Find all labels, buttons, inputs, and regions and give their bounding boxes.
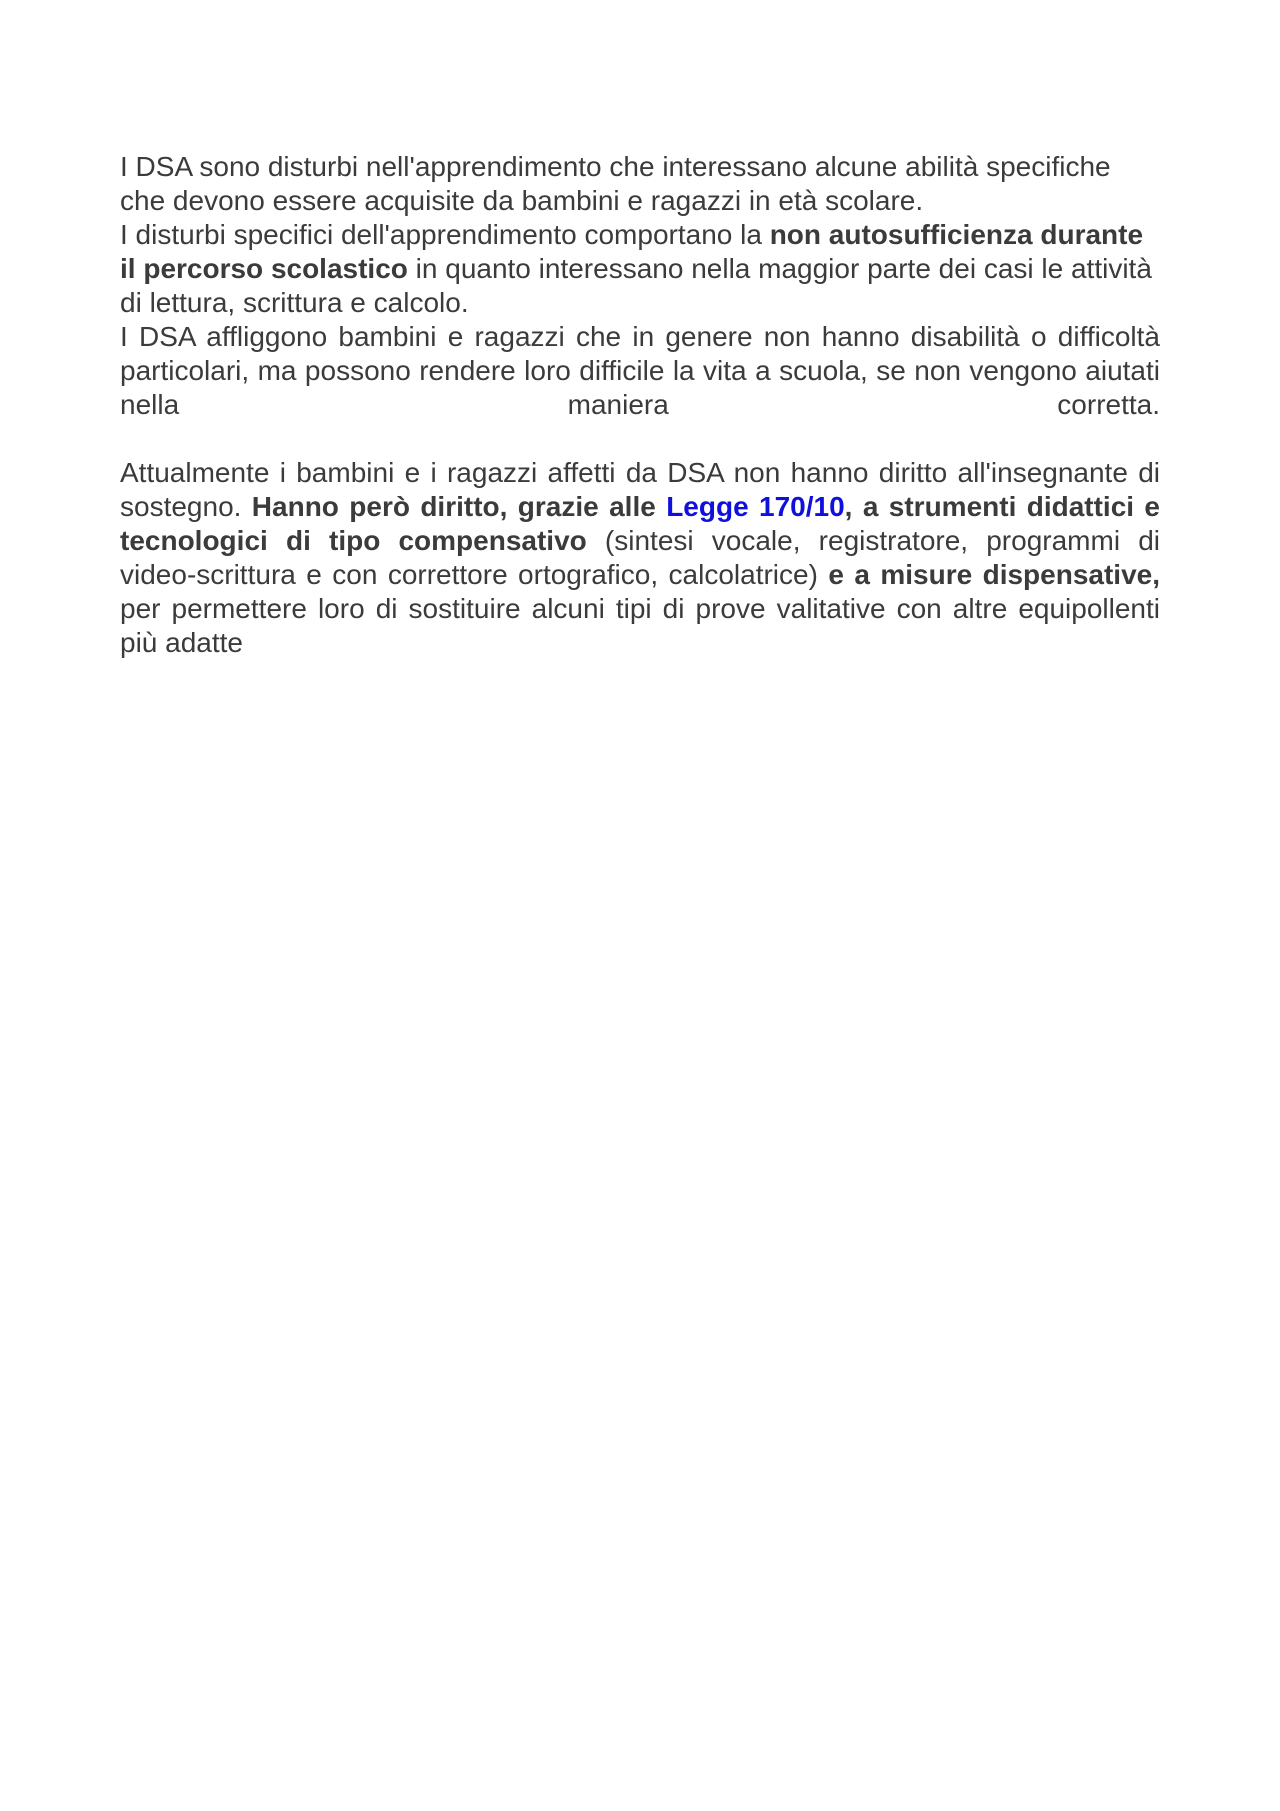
paragraph-disturbi-text-after: in quanto interessano nella maggior parte dei casi le attività di lettura, scrittura e calcolo. (120, 253, 1152, 318)
paragraph-intro-text: I DSA sono disturbi nell'apprendimento che interessano alcune abilità specifiche che devono essere acquisite da bambini e ragazzi in età scolare. (120, 151, 1111, 216)
document-body (120, 150, 1160, 660)
paragraph-intro (120, 150, 1160, 218)
paragraph-affliggono (120, 320, 1160, 422)
paragraph-attualmente (120, 456, 1160, 660)
paragraph-attualmente-bold-1: Hanno però diritto, grazie alle (251, 491, 667, 522)
paragraph-attualmente-text-3: per permettere loro di sostituire alcuni tipi di prove valitative con altre equipollenti più adatte (120, 593, 1160, 658)
legge-170-10-link[interactable]: Legge 170/10 (666, 491, 845, 522)
paragraph-affliggono-text: I DSA affliggono bambini e ragazzi che in genere non hanno disabilità o difficoltà particolari, ma possono rendere loro difficile la vita a scuola, se non vengono aiutati nella maniera corretta. (120, 321, 1160, 420)
paragraph-attualmente-bold-3: e a misure dispensative, (828, 559, 1160, 590)
paragraph-attualmente-text-2: (sintesi vocale, registratore, programmi di video-scrittura e con correttore ortografico, calcolatrice) (120, 525, 1160, 590)
paragraph-spacer (120, 422, 1160, 456)
paragraph-disturbi-text-before: I disturbi specifici dell'apprendimento comportano la (120, 219, 770, 250)
paragraph-attualmente-bold-2: , a strumenti didattici e tecnologici di tipo compensativo (120, 491, 1161, 556)
paragraph-disturbi (120, 218, 1160, 320)
paragraph-disturbi-bold: non autosufficienza durante il percorso scolastico (120, 219, 1144, 284)
paragraph-attualmente-text-1: Attualmente i bambini e i ragazzi affetti da DSA non hanno diritto all'insegnante di sostegno. (120, 457, 1160, 522)
